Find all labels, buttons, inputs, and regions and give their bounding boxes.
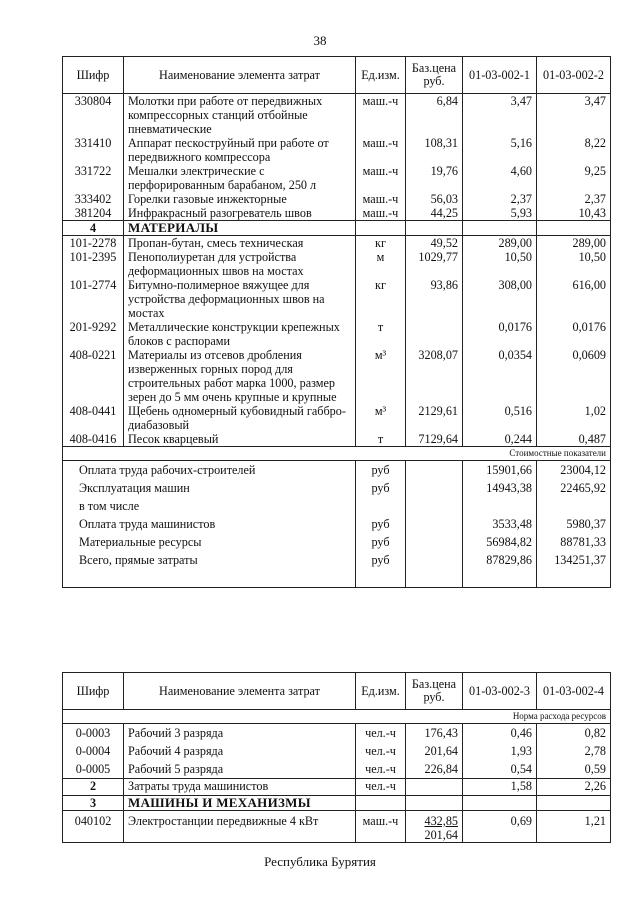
cell-value-a: 1,58 xyxy=(463,779,537,796)
totals-label: Материальные ресурсы xyxy=(63,533,356,551)
cell-unit: чел.-ч xyxy=(356,760,406,779)
cell-unit: т xyxy=(356,432,406,447)
section-number: 3 xyxy=(63,796,124,811)
empty-cell xyxy=(406,479,463,497)
cell-base-price xyxy=(406,811,463,843)
table-row xyxy=(63,779,611,796)
table-header-row xyxy=(63,673,611,710)
cell-name: Песок кварцевый xyxy=(124,432,356,447)
table-row xyxy=(63,278,611,320)
cell-base-price: 7129,64 xyxy=(406,432,463,447)
empty-cell xyxy=(406,569,463,588)
totals-label: Оплата труда рабочих-строителей xyxy=(63,461,356,480)
cell-code: 331722 xyxy=(63,164,124,192)
cell-code: 408-0416 xyxy=(63,432,124,447)
table-row xyxy=(63,164,611,192)
empty-cell xyxy=(406,461,463,480)
totals-row xyxy=(63,461,611,480)
totals-label: Всего, прямые затраты xyxy=(63,551,356,569)
cell-value-a: 1,93 xyxy=(463,742,537,760)
empty-cell xyxy=(63,569,124,588)
cell-value-b: 8,22 xyxy=(537,136,611,164)
cell-code: 101-2774 xyxy=(63,278,124,320)
empty-cell xyxy=(406,515,463,533)
cell-value-a: 289,00 xyxy=(463,236,537,251)
cell-value-b: 0,0176 xyxy=(537,320,611,348)
cell-value-b: 0,487 xyxy=(537,432,611,447)
table-row xyxy=(63,348,611,404)
cell-value-a: 5,93 xyxy=(463,206,537,221)
totals-row xyxy=(63,551,611,569)
cell-value-b: 10,43 xyxy=(537,206,611,221)
header-unit: Ед.изм. xyxy=(356,673,406,710)
cell-unit: чел.-ч xyxy=(356,779,406,796)
totals-value-b: 134251,37 xyxy=(537,551,611,569)
section-number: 4 xyxy=(63,221,124,236)
cell-unit: чел.-ч xyxy=(356,742,406,760)
cell-name: Инфракрасный разогреватель швов xyxy=(124,206,356,221)
cell-unit: маш.-ч xyxy=(356,811,406,843)
table-row xyxy=(63,206,611,221)
empty-cell xyxy=(537,221,611,236)
cell-base-price: 49,52 xyxy=(406,236,463,251)
cell-unit: маш.-ч xyxy=(356,192,406,206)
cell-name: Электростанции передвижные 4 кВт xyxy=(124,811,356,843)
cell-value-b: 0,0609 xyxy=(537,348,611,404)
cell-base-price: 56,03 xyxy=(406,192,463,206)
cell-value-a: 0,0176 xyxy=(463,320,537,348)
cell-name: Щебень одномерный кубовидный габбро-диабазовый xyxy=(124,404,356,432)
cell-name: Рабочий 5 разряда xyxy=(124,760,356,779)
cell-value-b: 2,37 xyxy=(537,192,611,206)
cell-value-a: 3,47 xyxy=(463,94,537,137)
cell-unit: м³ xyxy=(356,404,406,432)
cell-code: 381204 xyxy=(63,206,124,221)
cell-base-price: 6,84 xyxy=(406,94,463,137)
empty-cell xyxy=(463,569,537,588)
old-price: 432,85 xyxy=(424,814,458,828)
table-row xyxy=(63,250,611,278)
empty-cell xyxy=(463,796,537,811)
cell-value-a: 10,50 xyxy=(463,250,537,278)
cell-base-price xyxy=(406,320,463,348)
empty-cell xyxy=(463,221,537,236)
cell-code: 333402 xyxy=(63,192,124,206)
cell-name: Затраты труда машинистов xyxy=(124,779,356,796)
totals-value-a: 14943,38 xyxy=(463,479,537,497)
totals-unit: руб xyxy=(356,533,406,551)
table-header-row xyxy=(63,57,611,94)
header-col-b: 01-03-002-4 xyxy=(537,673,611,710)
cell-name: Металлические конструкции крепежных блоков с распорами xyxy=(124,320,356,348)
cell-unit: маш.-ч xyxy=(356,206,406,221)
totals-value-a: 56984,82 xyxy=(463,533,537,551)
cell-value-b: 10,50 xyxy=(537,250,611,278)
section-title: МАТЕРИАЛЫ xyxy=(124,221,356,236)
cell-unit: маш.-ч xyxy=(356,164,406,192)
cell-value-a: 0,46 xyxy=(463,724,537,743)
note-text: Норма расхода ресурсов xyxy=(63,710,611,724)
section-materials xyxy=(63,221,611,236)
cell-name: Горелки газовые инжекторные xyxy=(124,192,356,206)
cell-value-a: 0,0354 xyxy=(463,348,537,404)
cell-value-b: 2,26 xyxy=(537,779,611,796)
cell-code: 408-0221 xyxy=(63,348,124,404)
note-row xyxy=(63,447,611,461)
section-title: МАШИНЫ И МЕХАНИЗМЫ xyxy=(124,796,356,811)
table-row xyxy=(63,136,611,164)
cell-value-b: 289,00 xyxy=(537,236,611,251)
cell-code: 201-9292 xyxy=(63,320,124,348)
cell-name: Пропан-бутан, смесь техническая xyxy=(124,236,356,251)
cell-unit: т xyxy=(356,320,406,348)
cell-base-price xyxy=(406,779,463,796)
cell-code: 0-0004 xyxy=(63,742,124,760)
totals-unit xyxy=(356,497,406,515)
cell-base-price: 108,31 xyxy=(406,136,463,164)
cell-unit: маш.-ч xyxy=(356,136,406,164)
empty-cell xyxy=(406,533,463,551)
totals-value-b: 88781,33 xyxy=(537,533,611,551)
table-row xyxy=(63,432,611,447)
note-row xyxy=(63,710,611,724)
empty-cell xyxy=(406,497,463,515)
totals-unit: руб xyxy=(356,461,406,480)
cell-base-price: 19,76 xyxy=(406,164,463,192)
header-col-a: 01-03-002-1 xyxy=(463,57,537,94)
cell-base-price: 93,86 xyxy=(406,278,463,320)
cell-value-a: 0,516 xyxy=(463,404,537,432)
cell-value-a: 0,69 xyxy=(463,811,537,843)
table-row xyxy=(63,742,611,760)
footer-region: Республика Бурятия xyxy=(264,854,376,869)
cell-value-b: 2,78 xyxy=(537,742,611,760)
cell-code: 0-0003 xyxy=(63,724,124,743)
totals-row xyxy=(63,497,611,515)
totals-unit: руб xyxy=(356,551,406,569)
cell-value-b: 1,21 xyxy=(537,811,611,843)
totals-label: Эксплуатация машин xyxy=(63,479,356,497)
totals-value-a: 15901,66 xyxy=(463,461,537,480)
cell-code: 331410 xyxy=(63,136,124,164)
cell-base-price: 1029,77 xyxy=(406,250,463,278)
table-row xyxy=(63,811,611,843)
cell-name: Молотки при работе от передвижных компрессорных станций отбойные пневматические xyxy=(124,94,356,137)
totals-label: в том числе xyxy=(63,497,356,515)
cell-base-price: 201,64 xyxy=(406,742,463,760)
cell-value-a: 0,54 xyxy=(463,760,537,779)
empty-cell xyxy=(356,796,406,811)
cell-unit: м³ xyxy=(356,348,406,404)
cell-unit: кг xyxy=(356,278,406,320)
cell-code: 408-0441 xyxy=(63,404,124,432)
empty-cell xyxy=(356,221,406,236)
empty-cell xyxy=(356,569,406,588)
totals-unit: руб xyxy=(356,515,406,533)
empty-cell xyxy=(537,569,611,588)
cell-name: Материалы из отсевов дробления изверженных горных пород для строительных работ марка 1000, размер зерен до 5 мм очень крупные и крупные xyxy=(124,348,356,404)
cell-code: 101-2395 xyxy=(63,250,124,278)
empty-cell xyxy=(406,551,463,569)
cell-base-price: 176,43 xyxy=(406,724,463,743)
totals-value-b: 23004,12 xyxy=(537,461,611,480)
cell-value-a: 4,60 xyxy=(463,164,537,192)
header-col-a: 01-03-002-3 xyxy=(463,673,537,710)
header-name: Наименование элемента затрат xyxy=(124,673,356,710)
cell-value-a: 0,244 xyxy=(463,432,537,447)
page-number: 38 xyxy=(313,33,327,48)
cell-name: Аппарат пескоструйный при работе от передвижного компрессора xyxy=(124,136,356,164)
cell-value-b: 9,25 xyxy=(537,164,611,192)
header-unit: Ед.изм. xyxy=(356,57,406,94)
cell-base-price: 3208,07 xyxy=(406,348,463,404)
header-name: Наименование элемента затрат xyxy=(124,57,356,94)
cell-unit: маш.-ч xyxy=(356,94,406,137)
header-base-price: Баз.цена руб. xyxy=(406,57,463,94)
totals-value-a: 3533,48 xyxy=(463,515,537,533)
resource-table-2 xyxy=(62,672,611,843)
cell-unit: кг xyxy=(356,236,406,251)
cell-value-b: 0,82 xyxy=(537,724,611,743)
cell-name: Мешалки электрические с перфорированным барабаном, 250 л xyxy=(124,164,356,192)
cell-code: 0-0005 xyxy=(63,760,124,779)
cell-base-price: 44,25 xyxy=(406,206,463,221)
totals-value-a xyxy=(463,497,537,515)
header-code: Шифр xyxy=(63,673,124,710)
cell-value-b: 3,47 xyxy=(537,94,611,137)
totals-row xyxy=(63,533,611,551)
cell-value-a: 308,00 xyxy=(463,278,537,320)
table-row xyxy=(63,192,611,206)
note-text: Стоимостные показатели xyxy=(63,447,611,461)
empty-cell xyxy=(406,221,463,236)
header-base-price: Баз.цена руб. xyxy=(406,673,463,710)
table-row xyxy=(63,760,611,779)
cell-name: Пенополиуретан для устройства деформационных швов на мостах xyxy=(124,250,356,278)
table-row xyxy=(63,94,611,137)
table-row xyxy=(63,236,611,251)
empty-cell xyxy=(406,796,463,811)
cell-name: Рабочий 4 разряда xyxy=(124,742,356,760)
totals-row xyxy=(63,479,611,497)
spacer-row xyxy=(63,569,611,588)
header-col-b: 01-03-002-2 xyxy=(537,57,611,94)
cell-value-b: 616,00 xyxy=(537,278,611,320)
cell-value-b: 1,02 xyxy=(537,404,611,432)
cell-name: Битумно-полимерное вяжущее для устройства деформационных швов на мостах xyxy=(124,278,356,320)
totals-value-b: 5980,37 xyxy=(537,515,611,533)
section-machines xyxy=(63,796,611,811)
empty-cell xyxy=(537,796,611,811)
table-row xyxy=(63,320,611,348)
empty-cell xyxy=(124,569,356,588)
totals-unit: руб xyxy=(356,479,406,497)
cell-value-a: 5,16 xyxy=(463,136,537,164)
cell-base-price: 2129,61 xyxy=(406,404,463,432)
totals-row xyxy=(63,515,611,533)
cell-unit: м xyxy=(356,250,406,278)
cell-code: 101-2278 xyxy=(63,236,124,251)
cell-base-price: 226,84 xyxy=(406,760,463,779)
cell-name: Рабочий 3 разряда xyxy=(124,724,356,743)
table-row xyxy=(63,724,611,743)
resource-table-1 xyxy=(62,56,611,588)
cell-unit: чел.-ч xyxy=(356,724,406,743)
new-price: 201,64 xyxy=(424,828,458,842)
header-code: Шифр xyxy=(63,57,124,94)
cell-code: 330804 xyxy=(63,94,124,137)
cell-value-b: 0,59 xyxy=(537,760,611,779)
table-row xyxy=(63,404,611,432)
totals-value-a: 87829,86 xyxy=(463,551,537,569)
cell-code: 2 xyxy=(63,779,124,796)
cell-code: 040102 xyxy=(63,811,124,843)
totals-label: Оплата труда машинистов xyxy=(63,515,356,533)
totals-value-b xyxy=(537,497,611,515)
cell-value-a: 2,37 xyxy=(463,192,537,206)
totals-value-b: 22465,92 xyxy=(537,479,611,497)
